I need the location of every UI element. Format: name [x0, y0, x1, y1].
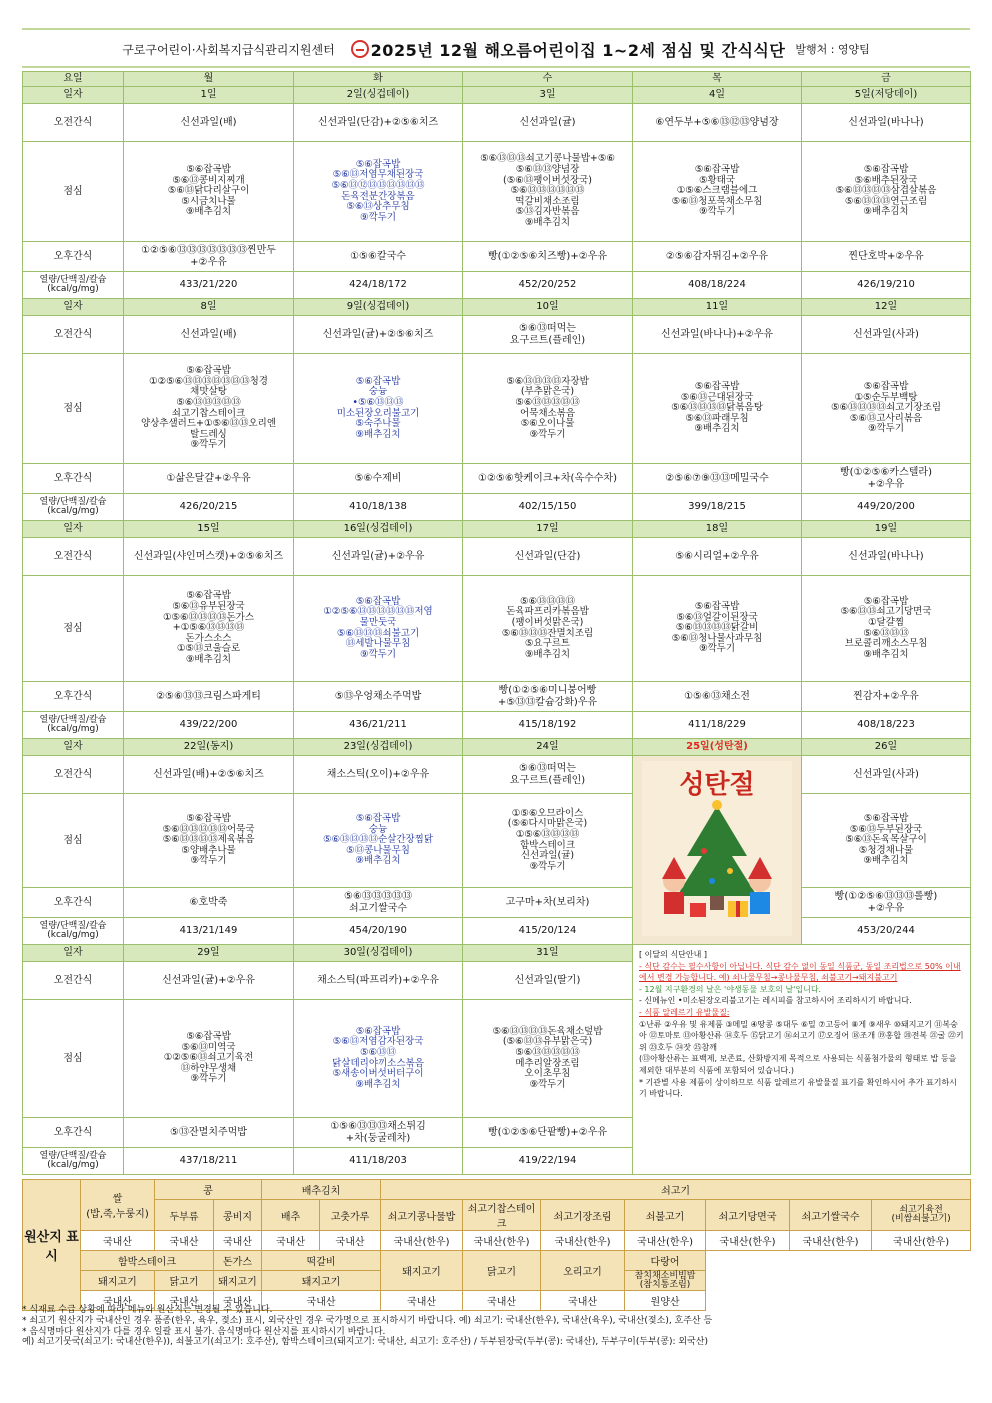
top-rule [22, 28, 970, 30]
weekday-cell: 화 [294, 72, 463, 87]
lunch-cell: ⑤⑥잡곡밥 ⑤⑥배추된장국 ⑤⑥⑬⑬⑬⑬삼겹살볶음 ⑤⑥⑬⑬⑬연근조림 ⑨배추김치 [802, 142, 971, 242]
am-cell: 신선과일(배)+②⑤⑥치즈 [124, 756, 294, 794]
weekday-cell: 월 [124, 72, 294, 87]
nutr-cell: 436/21/211 [294, 712, 463, 739]
am-label: 오전간식 [23, 962, 124, 1000]
nutr-cell: 439/22/200 [124, 712, 294, 739]
notice-item: - 식품 알레르기 유발물질: [639, 1007, 730, 1017]
origin-beef: 쇠고기 [381, 1180, 971, 1200]
date-cell: 12일 [802, 299, 971, 316]
am-cell: ⑤⑥⑬떠먹는 요구르트(플레인) [463, 756, 633, 794]
nutr-label: 열량/단백질/칼슘 (kcal/g/mg) [23, 712, 124, 739]
nutr-cell: 410/18/138 [294, 494, 463, 521]
am-cell: 채소스틱(파프리카)+②우유 [294, 962, 463, 1000]
date-cell: 24일 [463, 739, 633, 756]
pm-cell: ①⑤⑥⑬⑬⑬채소튀김 +차(둥굴레차) [294, 1118, 463, 1148]
footer-line: * 쇠고기 원산지가 국내산인 경우 품종(한우, 육우, 젖소) 표시, 외국산인 경우 국가명으로 표시하시기 바랍니다. 예) 쇠고기: 국내산(한우), 국내산(육우), 국내산(젖소), 호주산 등 [22, 1315, 713, 1326]
origin-rice: 쌀 (밥,죽,누룽지) [81, 1180, 155, 1231]
pm-label: 오후간식 [23, 1118, 124, 1148]
weekday-cell: 목 [633, 72, 802, 87]
origin-val: 국내산 [81, 1231, 155, 1251]
am-cell: 신선과일(단감)+②⑤⑥치즈 [294, 104, 463, 142]
origin-sub: 쇠불고기 [625, 1200, 706, 1231]
pm-cell: ①②⑤⑥핫케이크+차(옥수수차) [463, 464, 633, 494]
date-cell: 30일(싱겁데이) [294, 945, 463, 962]
origin-sub: 쇠고기쌀국수 [790, 1200, 872, 1231]
origin-val: 국내산 [214, 1231, 262, 1251]
lunch-cell: ⑤⑥⑬⑬⑬쇠고기콩나물밥+⑤⑥ ⑤⑥⑬⑬양념장 (⑤⑥⑬팽이버섯장국) ⑤⑥⑬⑬⑬⑬⑬⑬ 떡갈비채소조림 ⑤⑬김자반볶음 ⑨배추김치 [463, 142, 633, 242]
nutr-cell: 408/18/223 [802, 712, 971, 739]
am-cell: 신선과일(바나나) [802, 538, 971, 576]
pm-cell: 찐단호박+②우유 [802, 242, 971, 272]
pm-cell: 찐감자+②우유 [802, 682, 971, 712]
am-cell: 신선과일(사과) [802, 316, 971, 354]
date-label: 일자 [23, 945, 124, 962]
lunch-cell: ⑤⑥잡곡밥 숭늉 •⑤⑥⑬⑬⑬ 미소된장오리불고기 ⑤숙주나물 ⑨배추김치 [294, 354, 463, 464]
origin-val: 국내산 [262, 1231, 320, 1251]
am-cell: 신선과일(귤) [463, 104, 633, 142]
am-cell: 신선과일(귤)+②우유 [124, 962, 294, 1000]
origin-sub: 쇠고기당면국 [706, 1200, 790, 1231]
origin-val: 국내산(한우) [381, 1231, 463, 1251]
date-cell: 22일(동지) [124, 739, 294, 756]
origin-sub: 고춧가루 [320, 1200, 381, 1231]
lunch-cell: ①⑤⑥오므라이스 (⑤⑥다시마맑은국) ①⑤⑥⑬⑬⑬⑬ 함박스테이크 신선과일(귤) ⑨깍두기 [463, 794, 633, 888]
origin-val: 국내산 [155, 1291, 214, 1311]
notice-item: - 식단 감수는 필수사항이 아닙니다. 식단 감수 없이 동일 식품군, 동일 조리법으로 50% 이내에서 변경 가능합니다. 예) 쇠나물무침→콩나물무침, 쇠불고기→돼지불고기 [639, 961, 961, 983]
origin-pork: 돼지고기 [381, 1251, 463, 1291]
notice-box [633, 945, 971, 1175]
notice-item: - 신메뉴인 •미소된장오리불고기는 레시피를 참고하시어 조리하시기 바랍니다. [639, 996, 912, 1006]
nutr-cell: 426/19/210 [802, 272, 971, 299]
nutr-cell: 453/20/244 [802, 918, 971, 945]
date-label: 일자 [23, 299, 124, 316]
origin-hamburg: 함박스테이크 [81, 1251, 214, 1271]
pm-cell: 빵(①②⑤⑥치즈빵)+②우유 [463, 242, 633, 272]
am-label: 오전간식 [23, 756, 124, 794]
date-cell: 25일(성탄절) [633, 739, 802, 756]
origin-val: 국내산(한우) [625, 1231, 706, 1251]
am-label: 오전간식 [23, 316, 124, 354]
header-rule [22, 66, 970, 68]
nutr-cell: 449/20/200 [802, 494, 971, 521]
origin-bean: 콩 [155, 1180, 262, 1200]
nutr-cell: 415/18/192 [463, 712, 633, 739]
lunch-cell: ⑤⑥잡곡밥 ⑤⑥⑬⑬⑬⑬⑬어묵국 ⑤⑥⑬⑬⑬⑬제육볶음 ⑤양배추나물 ⑨깍두기 [124, 794, 294, 888]
lunch-cell: ⑤⑥⑬⑬⑬⑬돈육채소덮밥 (⑤⑥⑬⑬유부맑은국) ⑤⑥⑬⑬⑬⑬⑬ 메추리알장조림 오이초무침 ⑨깍두기 [463, 1000, 633, 1118]
nutr-label: 열량/단백질/칼슘 (kcal/g/mg) [23, 272, 124, 299]
am-cell: 신선과일(샤인머스캣)+②⑤⑥치즈 [124, 538, 294, 576]
lunch-cell: ⑤⑥잡곡밥 ⑤⑥⑬⑬쇠고기당면국 ①달걀찜 ⑤⑥⑬⑬⑬ 브로콜리깨소스무침 ⑨배추김치 [802, 576, 971, 682]
date-cell: 18일 [633, 521, 802, 538]
notice-item: * 기관별 사용 제품이 상이하므로 식품 알레르기 유발물질 표기를 확인하시어 추가 표기하시기 바랍니다. [639, 1077, 957, 1099]
origin-sub: 배추 [262, 1200, 320, 1231]
footer-notes [22, 1305, 970, 1348]
origin-val: 국내산 [155, 1231, 214, 1251]
christmas-tree-icon [642, 761, 792, 936]
origin-val: 국내산 [320, 1231, 381, 1251]
date-cell: 19일 [802, 521, 971, 538]
origin-label: 원산지 표시 [23, 1180, 81, 1311]
origin-val: 국내산(한우) [541, 1231, 625, 1251]
date-cell: 29일 [124, 945, 294, 962]
am-label: 오전간식 [23, 538, 124, 576]
am-cell: 신선과일(배) [124, 316, 294, 354]
notice-title: [ 이달의 식단안내 ] [639, 950, 707, 959]
origin-chicken: 닭고기 [463, 1251, 541, 1291]
am-cell: 신선과일(단감) [463, 538, 633, 576]
origin-sub: 참치채소비빔밥 (참치통조림) [625, 1271, 706, 1291]
pm-label: 오후간식 [23, 464, 124, 494]
nutr-cell: 402/15/150 [463, 494, 633, 521]
pm-cell: ⑥호박죽 [124, 888, 294, 918]
date-cell: 17일 [463, 521, 633, 538]
origin-sub: 두부류 [155, 1200, 214, 1231]
date-label: 일자 [23, 521, 124, 538]
origin-val: 국내산 [262, 1291, 381, 1311]
nutr-cell: 454/20/190 [294, 918, 463, 945]
pm-cell: ②⑤⑥감자튀김+②우유 [633, 242, 802, 272]
lunch-cell: ⑤⑥잡곡밥 ⑤⑥⑬저염무채된장국 ⑤⑥⑬⑫⑬⑬⑬⑬⑬⑬ 돈육전분간장볶음 ⑤⑥⑬상추무침 ⑨깍두기 [294, 142, 463, 242]
pm-cell: 빵(①②⑤⑥미니붕어빵 +⑤⑬⑬칼슘강화)우유 [463, 682, 633, 712]
am-cell: 채소스틱(오이)+②우유 [294, 756, 463, 794]
am-cell: ⑥연두부+⑤⑥⑬⑫⑬양념장 [633, 104, 802, 142]
origin-table [22, 1179, 971, 1311]
christmas-image [633, 756, 802, 945]
nutr-cell: 433/21/220 [124, 272, 294, 299]
footer-line: * 음식명마다 원산지가 다를 경우 일괄 표시 불가. 음식명마다 원산지를 표시하시기 바랍니다. [22, 1326, 386, 1337]
menu-table [22, 71, 971, 1175]
date-cell: 2일(싱겁데이) [294, 87, 463, 104]
origin-sub: 쇠고기장조림 [541, 1200, 625, 1231]
lunch-label: 점심 [23, 576, 124, 682]
pm-cell: ①⑤⑥⑬채소전 [633, 682, 802, 712]
nutr-cell: 399/18/215 [633, 494, 802, 521]
date-cell: 3일 [463, 87, 633, 104]
date-cell: 26일 [802, 739, 971, 756]
date-cell: 31일 [463, 945, 633, 962]
nutr-cell: 419/22/194 [463, 1148, 633, 1175]
pm-label: 오후간식 [23, 242, 124, 272]
origin-val: 국내산(한우) [872, 1231, 971, 1251]
origin-sub: 돼지고기 [81, 1271, 155, 1291]
am-cell: 신선과일(딸기) [463, 962, 633, 1000]
am-cell: 신선과일(배) [124, 104, 294, 142]
notice-item: ①난류 ②우유 및 유제품 ③메밀 ④땅콩 ⑤대두 ⑥밀 ⑦고등어 ⑧게 ⑨새우 ⑩돼지고기 ⑪복숭아 ⑫토마토 ⑬아황산류 ⑭호두 ⑮닭고기 ⑯쇠고기 ⑰오징어 ⑱조개 ⑲홍합 ⑳전복 ㉑굴 ㉒키위 ㉓호두 ㉔잣 ㉕참깨 [639, 1019, 964, 1052]
lunch-cell: ⑤⑥잡곡밥 ⑤⑥⑬콩비지찌개 ⑤⑥⑬닭다리살구이 ⑤시금치나물 ⑨배추김치 [124, 142, 294, 242]
lunch-cell: ⑤⑥잡곡밥 ⑤황태국 ①⑤⑥스크램블에그 ⑤⑥⑬청포묵채소무침 ⑨깍두기 [633, 142, 802, 242]
origin-sub: 쇠고기콩나물밥 [381, 1200, 463, 1231]
date-cell: 16일(싱겁데이) [294, 521, 463, 538]
lunch-cell: ⑤⑥⑬⑬⑬⑬자장밥 (부추맑은국) ⑤⑥⑬⑬⑬⑬⑬ 어묵채소볶음 ⑤⑥오이나물 ⑨깍두기 [463, 354, 633, 464]
origin-val: 국내산(한우) [463, 1231, 541, 1251]
origin-val: 국내산 [541, 1291, 625, 1311]
am-cell: 신선과일(바나나)+②우유 [633, 316, 802, 354]
org-name: 구로구어린이·사회복지급식관리지원센터 [122, 42, 335, 57]
date-cell: 8일 [124, 299, 294, 316]
lunch-cell: ⑤⑥잡곡밥 ⑤⑥⑬유부된장국 ①⑤⑥⑬⑬⑬⑬돈가스 +①⑤⑥⑬⑬⑬⑬ 돈가스소스 ①⑤⑬코울슬로 ⑨배추김치 [124, 576, 294, 682]
lunch-cell: ⑤⑥잡곡밥 ①②⑤⑥⑬⑬⑬⑬⑬⑬⑬청경 채맛살탕 ⑤⑥⑬⑬⑬⑬⑬ 쇠고기찹스테이크 양상추샐러드+①⑤⑥⑬⑬오리엔 탈드레싱 ⑨깍두기 [124, 354, 294, 464]
weekday-label: 요일 [23, 72, 124, 87]
origin-val: 국내산 [214, 1291, 262, 1311]
origin-val: 국내산 [81, 1291, 155, 1311]
am-cell: ⑤⑥시리얼+②우유 [633, 538, 802, 576]
origin-val: 국내산(한우) [706, 1231, 790, 1251]
notice-item: (⑬아황산류는 표백제, 보존료, 산화방지제 목적으로 사용되는 식품첨가물의 형태로 밥 등을 제외한 대부분의 식품에 포함되어 있습니다.) [639, 1054, 957, 1075]
date-cell: 9일(싱겁데이) [294, 299, 463, 316]
date-cell: 11일 [633, 299, 802, 316]
nutr-cell: 415/20/124 [463, 918, 633, 945]
nutr-cell: 452/20/252 [463, 272, 633, 299]
lunch-cell: ⑤⑥잡곡밥 ①②⑤⑥⑬⑬⑬⑬⑬⑬저염 물만둣국 ⑤⑥⑬⑬⑬쇠불고기 ⑬세발나물무침 ⑨깍두기 [294, 576, 463, 682]
lunch-cell: ⑤⑥잡곡밥 ①⑤순두부백탕 ⑤⑥⑬⑬⑬⑬쇠고기장조림 ⑤⑥⑬고사리볶음 ⑨깍두기 [802, 354, 971, 464]
am-cell: 신선과일(귤)+②⑤⑥치즈 [294, 316, 463, 354]
header [22, 36, 970, 62]
weekday-cell: 금 [802, 72, 971, 87]
pm-cell: 고구마+차(보리차) [463, 888, 633, 918]
footer-line: 예) 쇠고기뭇국(쇠고기: 국내산(한우)), 쇠불고기(쇠고기: 호주산), 함박스테이크(돼지고기: 국내산, 쇠고기: 호주산) / 두부된장국(두부(콩): 국내산), 두부구이(두부(콩): 외국산) [22, 1337, 708, 1348]
nutr-label: 열량/단백질/칼슘 (kcal/g/mg) [23, 918, 124, 945]
origin-sub: 닭고기 [155, 1271, 214, 1291]
lunch-cell: ⑤⑥잡곡밥 숭늉 ⑤⑥⑬⑬⑬⑬순살간장찜닭 ⑤⑬콩나물무침 ⑨배추김치 [294, 794, 463, 888]
date-cell: 4일 [633, 87, 802, 104]
origin-val: 국내산(한우) [790, 1231, 872, 1251]
nutr-cell: 426/20/215 [124, 494, 294, 521]
pm-cell: 빵(①②⑤⑥⑬⑬⑬롤빵) +②우유 [802, 888, 971, 918]
lunch-label: 점심 [23, 354, 124, 464]
footer-line: * 식재료 수급 상황에 따라 메뉴와 원산지는 변경될 수 있습니다. [22, 1305, 273, 1315]
nutr-label: 열량/단백질/칼슘 (kcal/g/mg) [23, 1148, 124, 1175]
origin-tuna: 다랑어 [625, 1251, 706, 1271]
lunch-label: 점심 [23, 794, 124, 888]
pm-cell: ⑤⑬우엉채소주먹밥 [294, 682, 463, 712]
pm-cell: ①②⑤⑥⑬⑬⑬⑬⑬⑬⑬찐만두 +②우유 [124, 242, 294, 272]
origin-duck: 오리고기 [541, 1251, 625, 1291]
date-cell: 15일 [124, 521, 294, 538]
lunch-label: 점심 [23, 1000, 124, 1118]
weekday-cell: 수 [463, 72, 633, 87]
origin-val: 국내산 [463, 1291, 541, 1311]
origin-tteokgalbi: 떡갈비 [262, 1251, 381, 1271]
origin-sub: 콩비지 [214, 1200, 262, 1231]
date-cell: 5일(저당데이) [802, 87, 971, 104]
lunch-cell: ⑤⑥⑬⑬⑬⑬ 돈육파프리카볶음밥 (팽이버섯맑은국) ⑤⑥⑬⑬⑬잔멸치조림 ⑤요구르트 ⑨배추김치 [463, 576, 633, 682]
lunch-label: 점심 [23, 142, 124, 242]
pm-cell: ⑤⑥⑬⑬⑬⑬⑬ 쇠고기쌀국수 [294, 888, 463, 918]
pm-label: 오후간식 [23, 888, 124, 918]
lunch-cell: ⑤⑥잡곡밥 ⑤⑥⑬미역국 ①②⑤⑥⑬쇠고기육전 ⑬하얀무생채 ⑨깍두기 [124, 1000, 294, 1118]
pm-cell: 빵(①②⑤⑥단팥빵)+②우유 [463, 1118, 633, 1148]
pm-cell: ⑤⑥수제비 [294, 464, 463, 494]
date-cell: 10일 [463, 299, 633, 316]
lunch-cell: ⑤⑥잡곡밥 ⑤⑥⑬얼갈이된장국 ⑤⑥⑬⑬⑬⑬닭갈비 ⑤⑥⑬청나물사과무침 ⑨깍두기 [633, 576, 802, 682]
pm-cell: ②⑤⑥⑬⑬크림스파게티 [124, 682, 294, 712]
pm-cell: ⑤⑬잔멸치주먹밥 [124, 1118, 294, 1148]
pm-cell: ①⑤⑥칼국수 [294, 242, 463, 272]
pm-cell: ①삶은달걀+②우유 [124, 464, 294, 494]
am-cell: 신선과일(바나나) [802, 104, 971, 142]
date-label: 일자 [23, 739, 124, 756]
nutr-label: 열량/단백질/칼슘 (kcal/g/mg) [23, 494, 124, 521]
smile-logo-icon [351, 40, 369, 58]
origin-kimchi: 배추김치 [262, 1180, 381, 1200]
nutr-cell: 424/18/172 [294, 272, 463, 299]
origin-sub: 돼지고기 [262, 1271, 381, 1291]
christmas-title: 성탄절 [679, 769, 755, 800]
publisher: 발행처 : 영양팀 [795, 43, 870, 56]
origin-sub: 돼지고기 [214, 1271, 262, 1291]
nutr-cell: 408/18/224 [633, 272, 802, 299]
nutr-cell: 411/18/203 [294, 1148, 463, 1175]
notice-item: - 12월 지구환경의 날은 '야생동물 보호의 날'입니다. [639, 984, 822, 994]
origin-val: 국내산 [381, 1291, 463, 1311]
am-cell: 신선과일(귤)+②우유 [294, 538, 463, 576]
lunch-cell: ⑤⑥잡곡밥 ⑤⑥⑬저염감자된장국 ⑤⑥⑬⑬ 닭살데리야끼소스볶음 ⑤새송이버섯버터구이 ⑨배추김치 [294, 1000, 463, 1118]
am-cell: ⑤⑥⑬떠먹는 요구르트(플레인) [463, 316, 633, 354]
origin-sub: 쇠고기찹스테이크 [463, 1200, 541, 1231]
origin-sub: 쇠고기육전 (비쌈쇠불고기) [872, 1200, 971, 1231]
date-cell: 1일 [124, 87, 294, 104]
nutr-cell: 437/18/211 [124, 1148, 294, 1175]
lunch-cell: ⑤⑥잡곡밥 ⑤⑥⑬두부된장국 ⑤⑥⑬돈육목살구이 ⑤청경채나물 ⑨배추김치 [802, 794, 971, 888]
origin-val: 원양산 [625, 1291, 706, 1311]
am-label: 오전간식 [23, 104, 124, 142]
pm-label: 오후간식 [23, 682, 124, 712]
nutr-cell: 413/21/149 [124, 918, 294, 945]
origin-donkatsu: 돈가스 [214, 1251, 262, 1271]
am-cell: 신선과일(사과) [802, 756, 971, 794]
page-title: 2025년 12월 해오름어린이집 1~2세 점심 및 간식식단 [370, 40, 786, 60]
nutr-cell: 411/18/229 [633, 712, 802, 739]
pm-cell: ②⑤⑥⑦⑨⑬⑬메밀국수 [633, 464, 802, 494]
date-label: 일자 [23, 87, 124, 104]
pm-cell: 빵(①②⑤⑥카스텔라) +②우유 [802, 464, 971, 494]
date-cell: 23일(싱겁데이) [294, 739, 463, 756]
lunch-cell: ⑤⑥잡곡밥 ⑤⑥⑬근대된장국 ⑤⑥⑬⑬⑬⑬닭볶음탕 ⑤⑥⑬파래무침 ⑨배추김치 [633, 354, 802, 464]
